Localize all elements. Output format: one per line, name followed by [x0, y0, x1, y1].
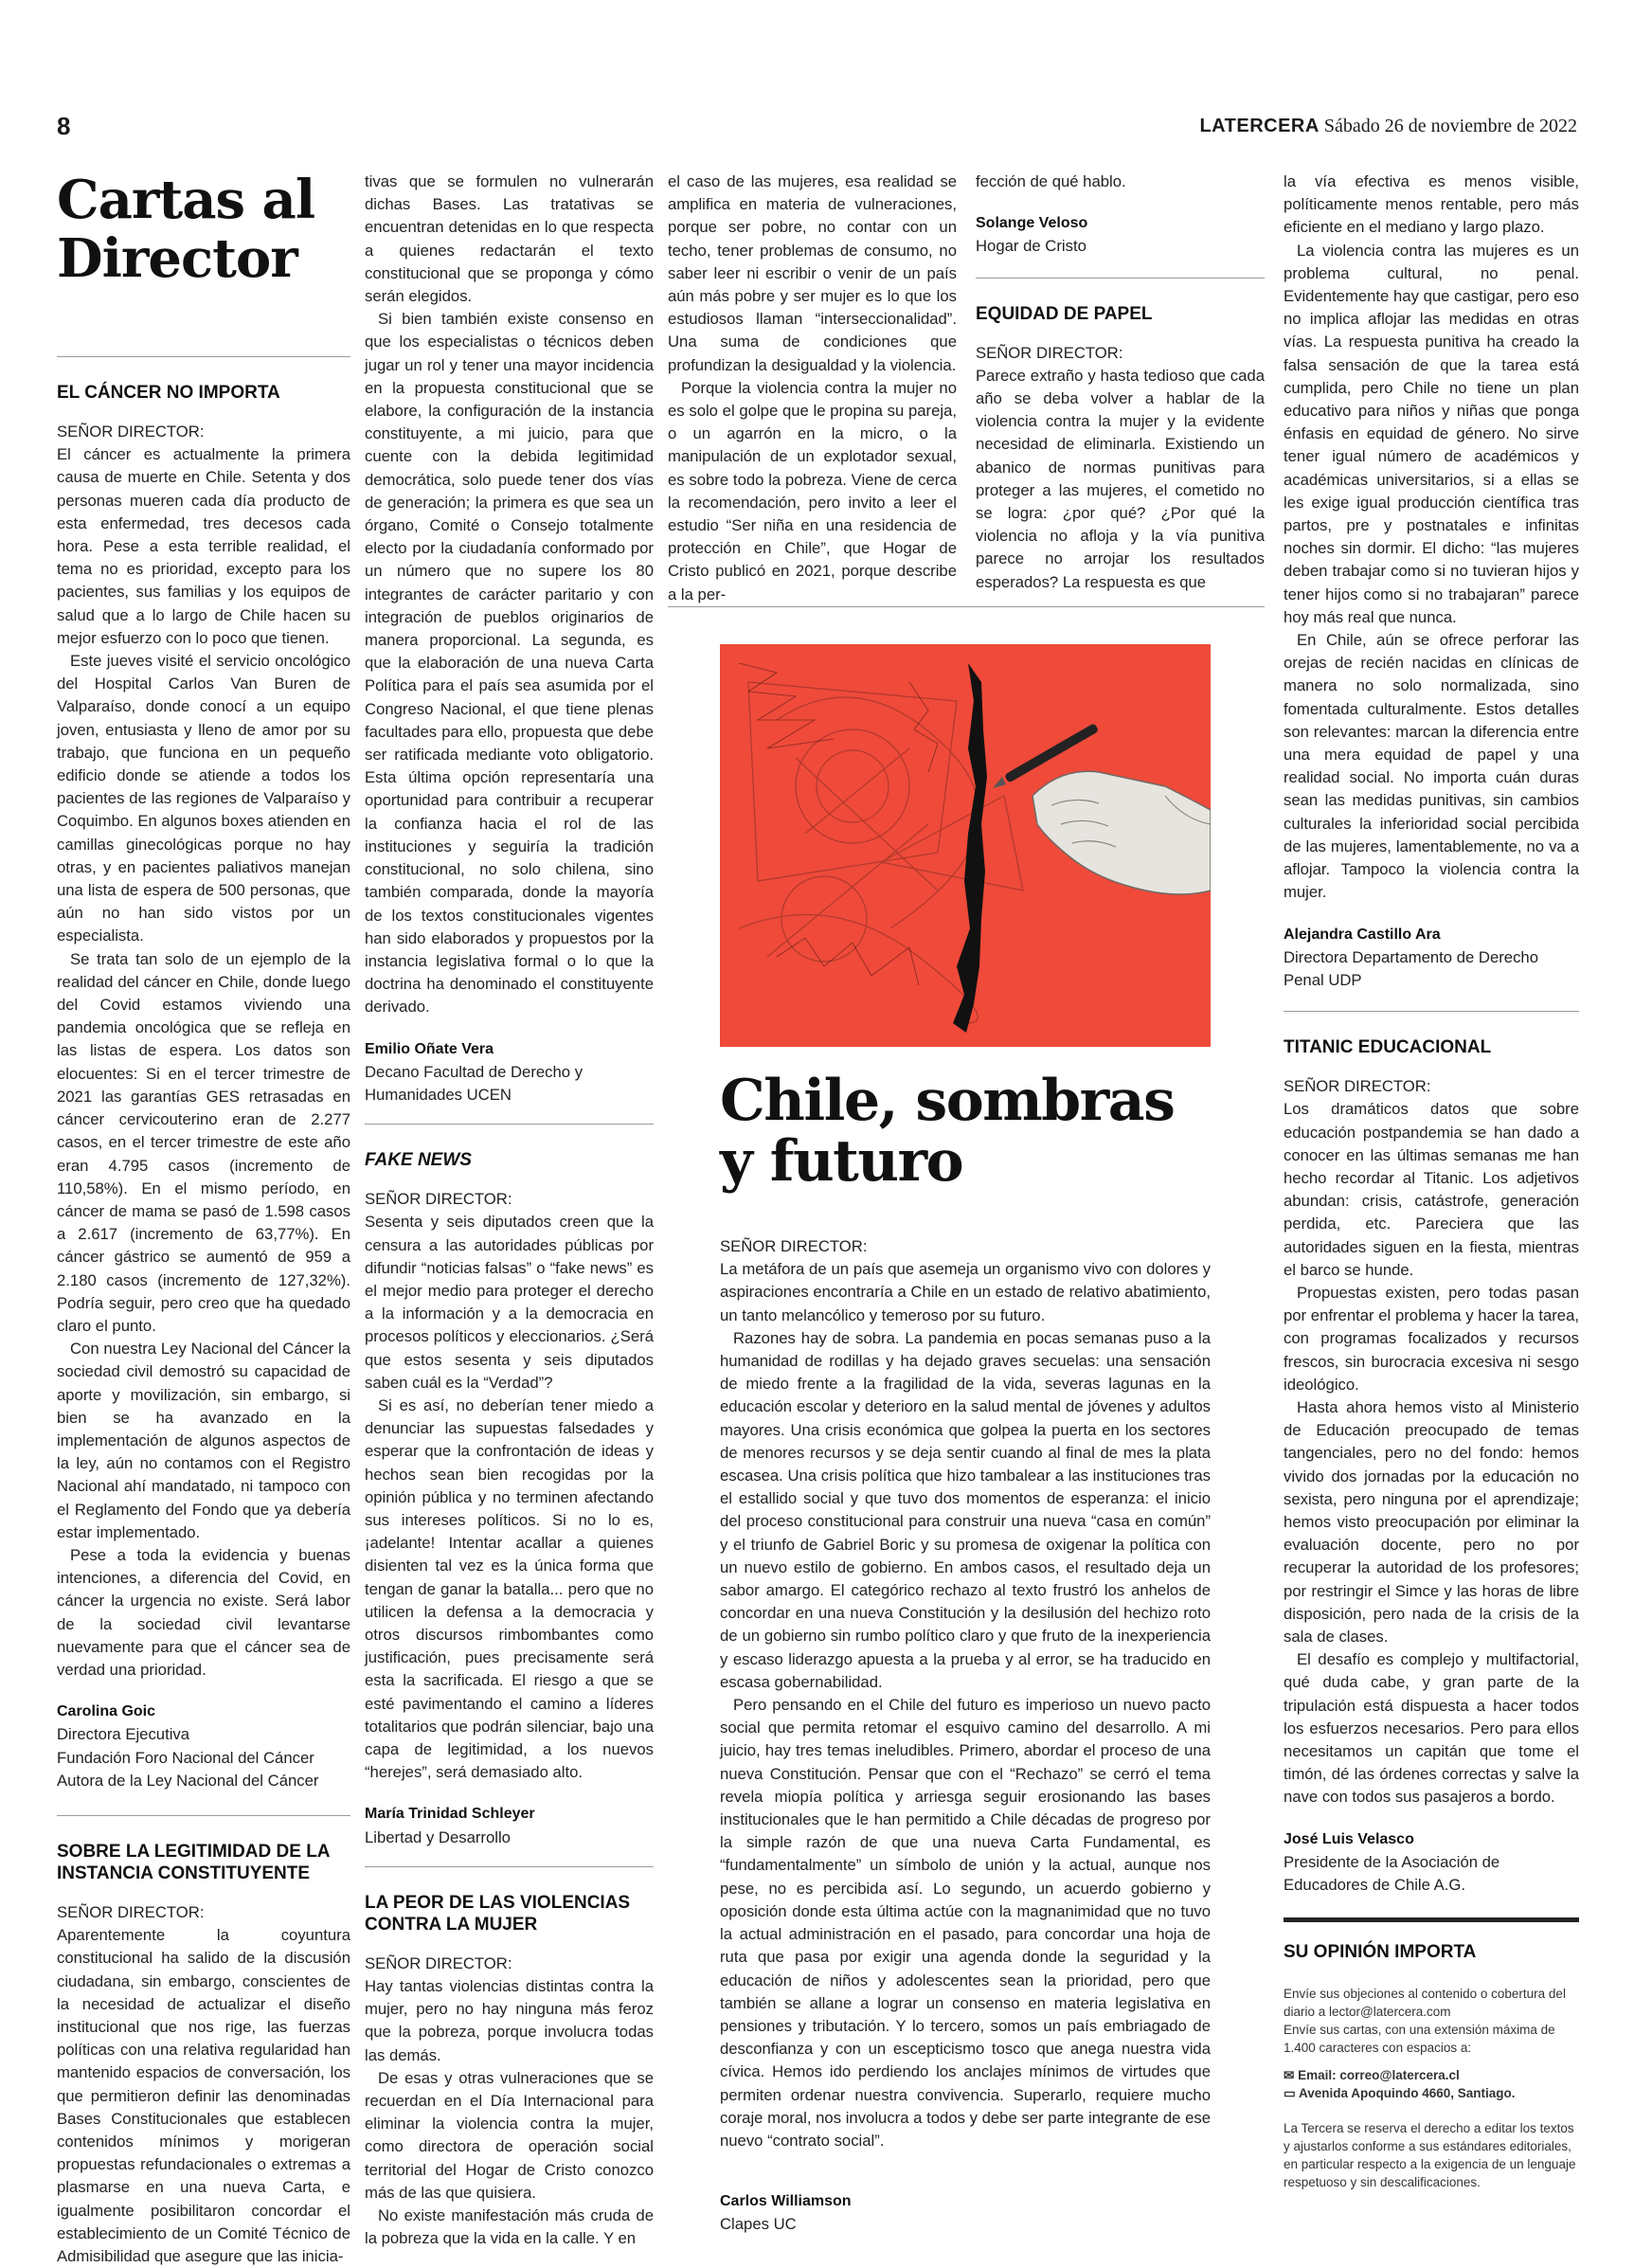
author-role: Directora Ejecutiva	[57, 1725, 190, 1744]
author-role: Fundación Foro Nacional del Cáncer	[57, 1748, 314, 1767]
column-1	[57, 171, 350, 2268]
paragraph: Pero pensando en el Chile del futuro es imperioso un nuevo pacto social que permita retomar el esquivo camino del desarrollo. A mi juicio, hay tres temas ineludibles. Primero, abordar el proceso de una nueva Constitución. Pensar que con el “Rechazo” se cerró el tema revela miopía política y arriesga seguir erosionando las bases institucionales que le han permitido a Chile décadas de progreso por la simple razón de que una nueva Carta Fundamental, es “fundamentalmente” un símbolo de unión y la actual, aunque nos pese, no es percibida así. Lo segundo, un acuerdo gobierno y oposición donde esta última actúe con la magnanimidad que no tuvo la actual administración en el pasado, para concordar una hoja de ruta que pasa por exigir una agenda donde la seguridad y la educación de niños y adolescentes sean la prioridad, pero que también se allane a lograr un consenso en materia legislativa en pensiones y tributación. Y lo tercero, somos un país embriagado de desconfianza y con un escepticismo tosco que anega nuestra vida cívica. Hemos ido perdiendo los anclajes mínimos de virtudes que permiten ordenar nuestra convivencia. Superarlo, requiere mucho coraje moral, nos involucra a todos y debe ser parte integrante de ese nuevo “contrato social”.	[720, 1696, 1211, 2150]
page-number: 8	[57, 112, 71, 140]
paragraph: Este jueves visité el servicio oncológico del Hospital Carlos Van Buren de Valparaíso, donde conocí a un equipo joven, entusiasta y lleno de amor por su trabajo, que funciona en un pequeño edificio donde se atiende a todos los pacientes de las regiones de Valparaíso y Coquimbo. En algunos boxes atienden en camillas ginecológicas porque no hay otras, y en pacientes paliativos manejan una lista de espera de 500 personas, que aún no han sido vistos por un especialista.	[57, 652, 350, 945]
paragraph: Hay tantas violencias distintas contra la mujer, pero no hay ninguna más feroz que la pobreza, porque involucra todas las demás.	[365, 1977, 654, 2064]
column-2	[365, 171, 654, 2250]
opinion-box-title: SU OPINIÓN IMPORTA	[1284, 1942, 1477, 1963]
author-role: Decano Facultad de Derecho y Humanidades UCEN	[365, 1062, 584, 1104]
author-role: Directora Departamento de Derecho Penal UDP	[1284, 947, 1538, 989]
letter-title: FAKE NEWS	[365, 1150, 472, 1171]
signature-block	[365, 1038, 654, 1107]
author-name: Emilio Oñate Vera	[365, 1040, 494, 1057]
paragraph: Parece extraño y hasta tedioso que cada año se deba volver a hablar de la violencia contra la mujer y la evidente necesidad de eliminarla. Existiendo un abanico de normas punitivas para proteger a las mujeres, el cometido no se logra: ¿por qué? ¿Por qué la violencia no afloja y la vía punitiva parece no arrojar los resultados esperados? La respuesta es que	[976, 366, 1265, 591]
paragraph: Si es así, no deberían tener miedo a denunciar las supuestas falsedades y esperar que la confrontación de ideas y hechos sean bien recogidas por la opinión pública y no terminen afectando sus intereses políticos. Si no lo es, ¡adelante! Intentar acallar a quienes disienten tal vez es la única forma que tengan de ganar la batalla... pero que no utilicen la defensa a la democracia y otros discursos rimbombantes como justificación, pues precisamente será esta la sacrificada. El riesgo a que se esté pavimentando el camino a líderes totalitarios que podrán silenciar, bajo una capa de legitimidad, a los nuevos “herejes”, será demasiado alto.	[365, 1395, 654, 1782]
mailbox-icon: ▭	[1284, 2086, 1300, 2101]
paragraph: Hasta ahora hemos visto al Ministerio de Educación preocupado de temas tangenciales, pero no del fondo: hemos vivido dos jornadas por la educación no sexista, pero ninguna por el aprendizaje; hemos visto preocupación por eliminar la evaluación docente, pero no por recuperar la autoridad de los profesores; por restringir el Simce y las horas de libre disposición, pero nada de la crisis de la sala de clases.	[1284, 1397, 1579, 1646]
author-role: Presidente de la Asociación de Educadores de Chile A.G.	[1284, 1852, 1500, 1895]
salutation: SEÑOR DIRECTOR:	[365, 1953, 512, 1972]
salutation: SEÑOR DIRECTOR:	[720, 1237, 868, 1255]
masthead	[1199, 116, 1577, 137]
divider	[57, 356, 350, 357]
salutation: SEÑOR DIRECTOR:	[57, 1902, 205, 1921]
signature-block	[1284, 924, 1579, 993]
paragraph: Aparentemente la coyuntura constitucional ha salido de la discusión ciudadana, sin embargo, conscientes de la necesidad de actualizar el diseño institucional que nos rige, las fuerzas políticas con una relativa regularidad han mantenido espacios de conversación, los que permitieron definir las denominadas Bases Constitucionales que establecen contenidos mínimos y morigeran propuestas refundacionales o extremas a plasmarse en una nueva Carta, e igualmente posibilitaron concordar el establecimiento de un Comité Técnico de Admisibilidad que asegure que las inicia-	[57, 1926, 350, 2266]
column-3	[668, 171, 957, 606]
divider	[365, 1866, 654, 1867]
paragraph: El cáncer es actualmente la primera causa de muerte en Chile. Setenta y dos personas mueren cada día producto de esta enfermedad, tres decesos cada hora. Pese a esta terrible realidad, el tema no es prioridad, excepto para los pacientes, sus familias y los equipos de salud que a lo largo de Chile hacen su mejor esfuerzo con lo poco que tienen.	[57, 445, 350, 647]
divider	[57, 1815, 350, 1816]
paragraph: Propuestas existen, pero todas pasan por enfrentar el problema y hacer la tarea, con programas focalizados y recursos frescos, sin burocracia excesiva ni sesgo ideológico.	[1284, 1283, 1579, 1394]
paragraph: el caso de las mujeres, esa realidad se amplifica en materia de vulneraciones, porque ser pobre, no contar con un techo, tener problemas de consumo, no saber leer ni escribir o venir de un país aún más pobre y ser mujer es lo que los estudiosos llaman “interseccionalidad”. Una suma de condiciones que profundizan la desigualdad y la violencia.	[668, 172, 957, 374]
paragraph: Pese a toda la evidencia y buenas intenciones, a diferencia del Covid, en cáncer la urgencia no existe. Será labor de la sociedad civil levantarse nuevamente para que el cáncer sea de verdad una prioridad.	[57, 1545, 350, 1679]
envelope-icon: ✉	[1284, 2068, 1299, 2083]
paragraph: tivas que se formulen no vulnerarán dichas Bases. Las tratativas se encuentran detenidas en lo que respecta a quienes redactarán el texto constitucional que se proponga y cómo serán elegidos.	[365, 172, 654, 306]
opinion-box-line: Envíe sus cartas, con una extensión máxima de 1.400 caracteres con espacios a:	[1284, 2023, 1555, 2056]
author-role: Libertad y Desarrollo	[365, 1827, 511, 1846]
author-name: Carolina Goic	[57, 1703, 156, 1720]
issue-date: Sábado 26 de noviembre de 2022	[1323, 116, 1577, 136]
paragraph: No existe manifestación más cruda de la pobreza que la vida en la calle. Y en	[365, 2206, 654, 2248]
paragraph: Porque la violencia contra la mujer no es solo el golpe que le propina su pareja, o un agarrón en la micro, o la manipulación de un explotador sexual, es sobre todo la pobreza. Viene de cerca la recomendación, pero invito a leer el estudio “Ser niña en una residencia de protección en Chile”, que Hogar de Cristo publicó en 2021, porque describe a la per-	[668, 378, 957, 603]
author-role: Clapes UC	[720, 2215, 797, 2234]
paragraph: La metáfora de un país que asemeja un organismo vivo con dolores y aspiraciones encontraría a Chile en un estado de relativo abatimiento, un tanto melancólico y temeroso por su futuro.	[720, 1260, 1211, 1324]
paragraph: El desafío es complejo y multifactorial, qué duda cabe, y gran parte de la tripulación está dispuesta a hacer todos los esfuerzos necesarios. Pero para ellos necesitamos un capitán que tome el timón, dé las órdenes correctas y salve la nave con todos sus pasajeros a bordo.	[1284, 1650, 1579, 1807]
letter-title: LA PEOR DE LAS VIOLENCIAS CONTRA LA MUJER	[365, 1892, 631, 1935]
paragraph: fección de qué hablo.	[976, 172, 1126, 190]
paragraph: Se trata tan solo de un ejemplo de la realidad del cáncer en Chile, donde luego del Covid estamos viviendo una pandemia oncológica que se refleja en las listas de espera. Los datos son elocuentes: Si en el tercer trimestre de 2021 las garantías GES retrasadas en cáncer cervicouterino eran de 2.277 casos, en el tercer trimestre de este año eran 4.795 casos (incremento de 110,58%). En el mismo período, en cáncer de mama se pasó de 1.598 casos a 2.617 (incremento de 63,77%). En cáncer gástrico se aumentó de 959 a 2.180 casos (incremento de 127,32%). Podría seguir, pero creo que ha quedado claro el punto.	[57, 949, 350, 1335]
signature-block	[365, 1803, 654, 1848]
divider	[1284, 1011, 1579, 1012]
feature-divider	[668, 606, 1265, 607]
signature-block	[720, 2190, 1211, 2236]
column-4	[976, 171, 1265, 594]
signature-block	[976, 212, 1265, 258]
salutation: SEÑOR DIRECTOR:	[976, 343, 1123, 362]
opinion-address: ▭ Avenida Apoquindo 4660, Santiago.	[1284, 2086, 1516, 2101]
opinion-email[interactable]: ✉ Email: correo@latercera.cl	[1284, 2068, 1460, 2083]
paragraph: Si bien también existe consenso en que los especialistas o técnicos deben jugar un rol y tener una mayor incidencia en la propuesta constitucional que se elabore, la configuración de la instancia constituyente, a mi juicio, para que cuente con la debida legitimidad democrática, solo puede tener dos vías de generación; la primera es que sea un órgano, Comité o Consejo totalmente electo por la ciudadanía conformado por un número que no supere los 80 integrantes de carácter paritario y con integración de pueblos originarios de manera proporcional. La segunda, es que la elaboración de una nueva Carta Política para el país sea asumida por el Congreso Nacional, el que tiene plenas facultades para ello, propuesta que debe ser ratificada mediante voto obligatorio. Esta última opción representaría una oportunidad para contribuir a recuperar la confianza hacia el rol de las instituciones y seguiría la tradición constitucional, no solo chilena, sino también comparada, donde la mayoría de los textos constitucionales vigentes han sido elaborados y propuestos por la instancia legislativa formal o lo que la doctrina ha denominado el constituyente derivado.	[365, 310, 654, 1017]
opinion-box-line: Envíe sus objeciones al contenido o cobertura del diario a lector@latercera.com	[1284, 1987, 1566, 2020]
paragraph: Los dramáticos datos que sobre educación postpandemia se han dado a conocer en las últimas semanas me han hecho recordar al Titanic. Los adjetivos abundan: crisis, catástrofe, generación perdida, etc. Pareciera que las autoridades siguen en la fiesta, mientras el barco se hunde.	[1284, 1100, 1579, 1279]
signature-block	[57, 1701, 350, 1792]
paragraph: La violencia contra las mujeres es un problema cultural, no penal. Evidentemente hay que castigar, pero eso no implica aflojar las medidas en otras vías. La respuesta punitiva ha creado la falsa sensación de que la tarea está cumplida, pero Chile no tiene un plan educativo para niños y niñas que ponga énfasis en equidad de género. No sirve tener igual número de académicos y académicas universitarios, si a ellas se les exige igual producción científica tras partos, pre y postnatales e infinitas noches sin dormir. El dicho: “las mujeres deben trabajar como si no tuvieran hijos y tener hijos como si no trabajaran” parece hoy más real que nunca.	[1284, 241, 1579, 626]
paragraph: Sesenta y seis diputados creen que la censura a las autoridades públicas por difundir “noticias falsas” o “fake news” es el mejor medio para proteger el derecho a la información y a la democracia en procesos políticos y eleccionarios. ¿Será que estos sesenta y seis diputados saben cuál es la “Verdad”?	[365, 1213, 654, 1392]
divider-thick	[1284, 1917, 1579, 1922]
feature-article	[720, 1068, 1211, 2237]
divider	[976, 278, 1265, 279]
column-5	[1284, 171, 1579, 2191]
author-name: Solange Veloso	[976, 215, 1088, 232]
letter-title: EL CÁNCER NO IMPORTA	[57, 383, 280, 403]
divider	[365, 1124, 654, 1125]
publication-name: LATERCERA	[1199, 116, 1320, 136]
opinion-disclaimer: La Tercera se reserva el derecho a editar los textos y ajustarlos conforme a sus estándares editoriales, en particular respecto a la exigencia de un lenguaje respetuoso y sin descalificaciones.	[1284, 2121, 1576, 2190]
paragraph: la vía efectiva es menos visible, políticamente menos rentable, pero más eficiente en el mediano y largo plazo.	[1284, 172, 1579, 237]
section-title: Cartas al Director	[57, 169, 315, 290]
signature-block	[1284, 1828, 1579, 1898]
letter-title: EQUIDAD DE PAPEL	[976, 303, 1153, 324]
author-name: Alejandra Castillo Ara	[1284, 926, 1441, 943]
paragraph: De esas y otras vulneraciones que se recuerdan en el Día Internacional para eliminar la violencia contra la mujer, como directora de operación social territorial del Hogar de Cristo conozco más de las que quisiera.	[365, 2068, 654, 2202]
paragraph: Con nuestra Ley Nacional del Cáncer la sociedad civil demostró su capacidad de aporte y movilización, sin embargo, si bien se ha avanzado en la implementación de algunos aspectos de la ley, aún no contamos con el Registro Nacional ahí mandatado, ni tampoco con el Reglamento del Fondo que ya debería estar implementado.	[57, 1340, 350, 1541]
author-name: José Luis Velasco	[1284, 1830, 1414, 1847]
author-role: Autora de la Ley Nacional del Cáncer	[57, 1771, 319, 1790]
author-name: María Trinidad Schleyer	[365, 1806, 535, 1823]
feature-title: Chile, sombras y futuro	[720, 1068, 1175, 1195]
salutation: SEÑOR DIRECTOR:	[57, 423, 205, 441]
letter-title: TITANIC EDUCACIONAL	[1284, 1037, 1492, 1058]
author-name: Carlos Williamson	[720, 2193, 852, 2210]
letter-title: SOBRE LA LEGITIMIDAD DE LA INSTANCIA CONSTITUYENTE	[57, 1841, 330, 1883]
paragraph: Razones hay de sobra. La pandemia en pocas semanas puso a la humanidad de rodillas y ha dejado graves secuelas: una sensación de miedo frente a la fragilidad de la vida, severas lagunas en la educación escolar y deterioro en la salud mental de jóvenes y adultos mayores. Una crisis económica que golpea la puerta en los sectores de menores recursos y se deja sentir cuando al final de mes la plata escasea. Una crisis política que hizo tambalear a las instituciones tras el estallido social y que tuvo dos momentos de esperanza: el inicio del proceso constitucional para construir una nueva “casa en común” y el triunfo de Gabriel Boric y su promesa de oxigenar la política con un nuevo estilo de gobierno. En ambos casos, el resultado deja un sabor amargo. El categórico rechazo al texto frustró los anhelos de concordar en una nueva Constitución y la desilusión del hechizo roto de un gobierno sin rumbo político claro y que fruto de la inexperiencia y escaso liderazgo apuesta a la prueba y al error, se ha traducido en escasa gobernabilidad.	[720, 1328, 1211, 1691]
salutation: SEÑOR DIRECTOR:	[365, 1190, 512, 1209]
salutation: SEÑOR DIRECTOR:	[1284, 1077, 1431, 1096]
author-role: Hogar de Cristo	[976, 237, 1086, 256]
feature-illustration	[720, 644, 1211, 1047]
paragraph: En Chile, aún se ofrece perforar las orejas de recién nacidas en clínicas de manera no solo normalizada, sino fomentada culturalmente. Estos detalles son relevantes: marcan la diferencia entre una mera equidad de papel y una realidad social. No importa cuán duras sean las medidas punitivas, sin cambios culturales la inferioridad social percibida de las mujeres, lamentablemente, no va a aflojar. Tampoco la violencia contra la mujer.	[1284, 631, 1579, 902]
